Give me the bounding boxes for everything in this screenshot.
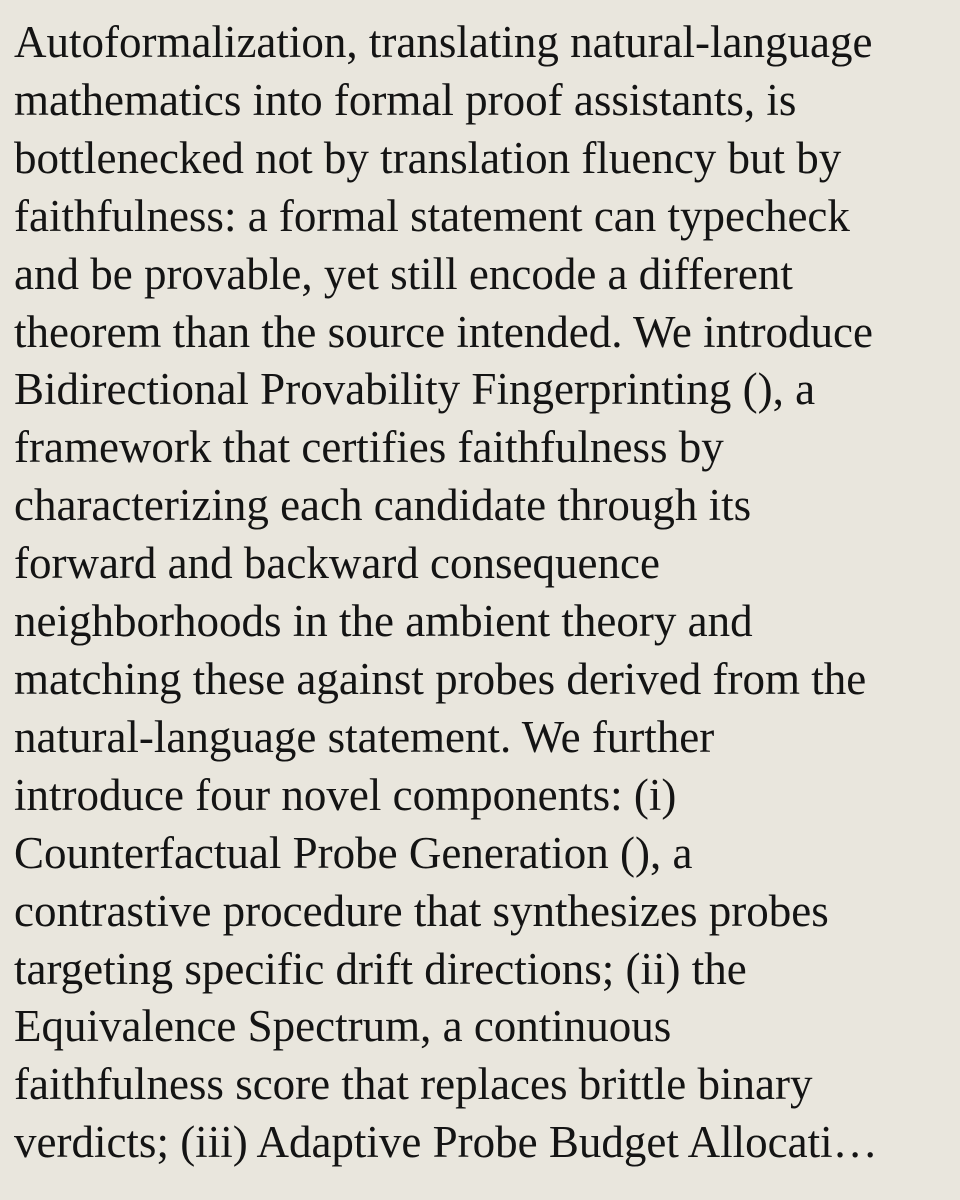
abstract-line: contrastive procedure that synthesizes probes — [14, 885, 829, 936]
abstract-line: faithfulness: a formal statement can typecheck — [14, 190, 850, 241]
abstract-line: and be provable, yet still encode a different — [14, 248, 793, 299]
abstract-line: introduce four novel components: (i) — [14, 769, 677, 820]
abstract-text — [14, 14, 878, 1172]
abstract-line: neighborhoods in the ambient theory and — [14, 596, 753, 647]
abstract-line: forward and backward consequence — [14, 538, 660, 589]
abstract-line: theorem than the source intended. We introduce — [14, 306, 873, 357]
abstract-line: framework that certifies faithfulness by — [14, 422, 724, 473]
abstract-line: verdicts; (iii) Adaptive Probe Budget Allocati… — [14, 1117, 878, 1168]
abstract-line: mathematics into formal proof assistants, is — [14, 74, 797, 125]
abstract-line: Bidirectional Provability Fingerprinting (), a — [14, 364, 816, 415]
abstract-line: Counterfactual Probe Generation (), a — [14, 827, 693, 878]
abstract-line: characterizing each candidate through its — [14, 480, 752, 531]
abstract-line: Autoformalization, translating natural-language — [14, 17, 873, 67]
abstract-line: matching these against probes derived from the — [14, 653, 867, 704]
abstract-line: targeting specific drift directions; (ii) the — [14, 943, 747, 994]
abstract-line: natural-language statement. We further — [14, 711, 715, 762]
abstract-line: Equivalence Spectrum, a continuous — [14, 1001, 672, 1052]
abstract-line: faithfulness score that replaces brittle binary — [14, 1059, 813, 1110]
abstract-line: bottlenecked not by translation fluency but by — [14, 132, 842, 183]
